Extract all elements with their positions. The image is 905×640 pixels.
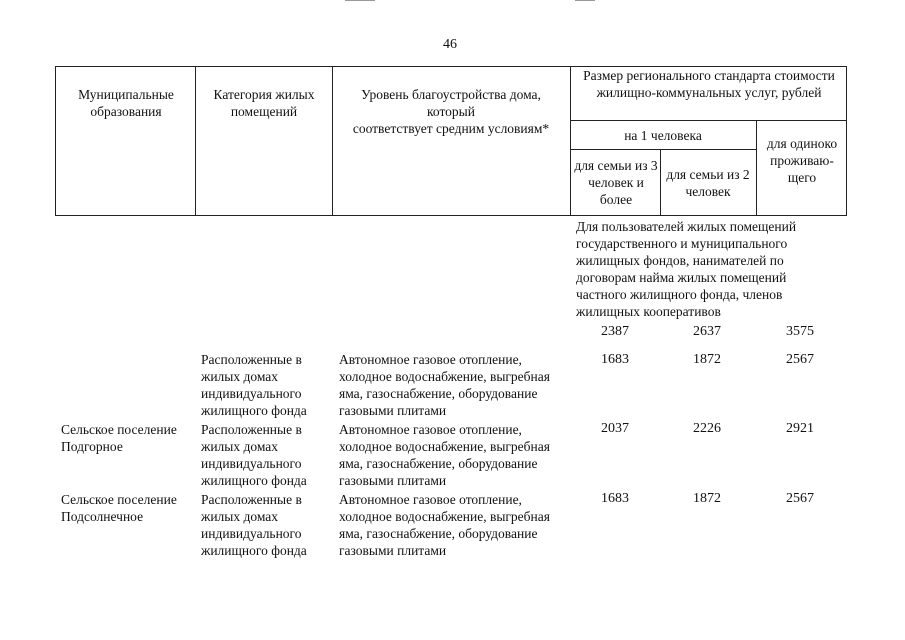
- scan-mark: [575, 0, 595, 1]
- row-category: Расположенные в жилых домах индивидуального жилищного фонда: [201, 422, 307, 488]
- header-level: Уровень благоустройства дома, который соответствует средним условиям*: [352, 87, 550, 136]
- row-value-single: 2567: [786, 352, 814, 367]
- page-number: 46: [443, 37, 457, 52]
- header-family-3: для семьи из 3 человек и более: [574, 158, 658, 207]
- scan-mark: [345, 0, 375, 1]
- header-municipalities: Муниципальные образования: [78, 87, 174, 119]
- row-value-single: 2567: [786, 491, 814, 506]
- base-value-family3: 2387: [601, 324, 629, 339]
- header-family-2: для семьи из 2 человек: [666, 167, 750, 199]
- base-value-family2: 2637: [693, 324, 721, 339]
- row-category: Расположенные в жилых домах индивидуального жилищного фонда: [201, 352, 307, 418]
- row-value-family2: 1872: [693, 352, 721, 367]
- row-value-family2: 2226: [693, 421, 721, 436]
- row-category: Расположенные в жилых домах индивидуального жилищного фонда: [201, 492, 307, 558]
- row-municipality: Сельское поселение Подсолнечное: [61, 492, 177, 524]
- base-value-single: 3575: [786, 324, 814, 339]
- row-level: Автономное газовое отопление, холодное водоснабжение, выгребная яма, газоснабжение, оборудование газовыми плитами: [339, 422, 550, 488]
- users-note: Для пользователей жилых помещений государственного и муниципального жилищных фондов, нанимателей по договорам найма жилых помещений частного жилищного фонда, членов жилищных кооперативов: [576, 219, 797, 319]
- row-value-single: 2921: [786, 421, 814, 436]
- row-level: Автономное газовое отопление, холодное водоснабжение, выгребная яма, газоснабжение, оборудование газовыми плитами: [339, 492, 550, 558]
- header-standard-size: Размер регионального стандарта стоимости жилищно-коммунальных услуг, рублей: [583, 68, 835, 100]
- row-value-family3: 2037: [601, 421, 629, 436]
- header-per-person: на 1 человека: [624, 128, 702, 143]
- header-single-resident: для одиноко проживаю-щего: [766, 136, 838, 185]
- header-category: Категория жилых помещений: [213, 87, 315, 119]
- row-municipality: Сельское поселение Подгорное: [61, 422, 177, 454]
- row-value-family2: 1872: [693, 491, 721, 506]
- row-level: Автономное газовое отопление, холодное водоснабжение, выгребная яма, газоснабжение, оборудование газовыми плитами: [339, 352, 550, 418]
- row-value-family3: 1683: [601, 491, 629, 506]
- row-value-family3: 1683: [601, 352, 629, 367]
